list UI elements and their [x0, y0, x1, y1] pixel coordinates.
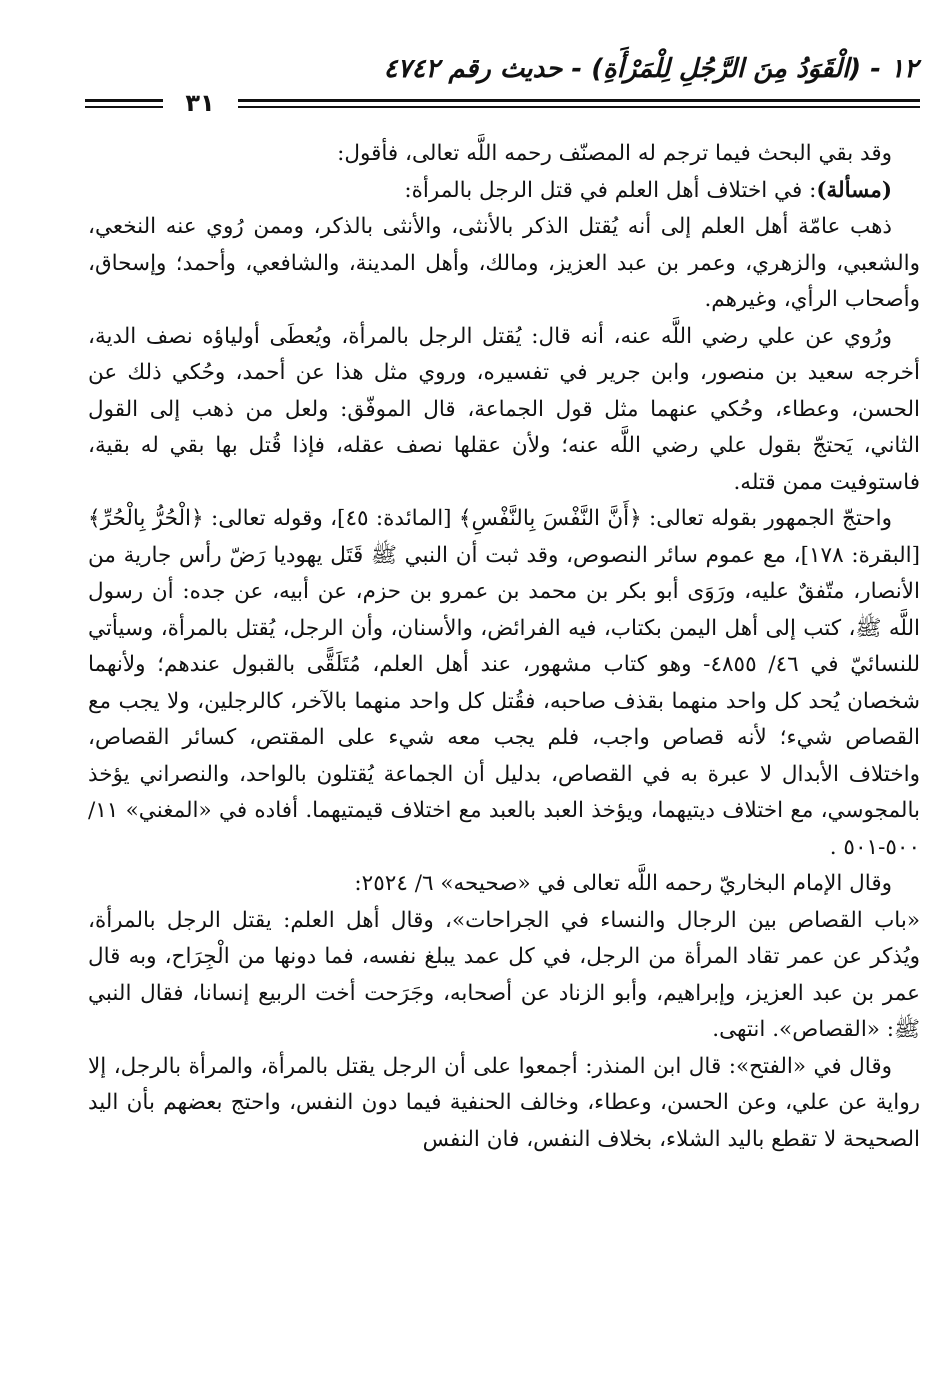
header-rule — [85, 106, 163, 108]
paragraph: ورُوي عن علي رضي اللَّه عنه، أنه قال: يُقتل الرجل بالمرأة، ويُعطَى أولياؤه نصف الدية، أخرجه سعيد بن منصور، وابن جرير في تفسيره، وروي مثل هذا عن أحمد، وحُكي ذلك عن الحسن، وعطاء، وحُكي عنهما مثل قول الجماعة، قال الموفّق: ولعل من ذهب إلى القول الثاني، يَحتجّ بقول علي رضي اللَّه عنه؛ ولأن عقلها نصف عقله، فإذا قُتل بها بقي له بقية، فاستوفيت ممن قتله. — [88, 323, 920, 495]
paragraph-text: : في اختلاف أهل العلم في قتل الرجل بالمرأة: — [404, 177, 817, 203]
issue-heading: (مسألة) — [816, 177, 892, 203]
header-rule — [238, 106, 920, 108]
paragraph — [88, 173, 920, 210]
paragraph: وقال الإمام البخاريّ رحمه اللَّه تعالى في «صحيحه» ٦/ ٢٥٢٤: — [354, 871, 892, 896]
header-rule — [85, 99, 163, 102]
paragraph: وقال في «الفتح»: قال ابن المنذر: أجمعوا على أن الرجل يقتل بالمرأة، والمرأة بالرجل، إلا رواية عن علي، وعن الحسن، وعطاء، وخالف الحنفية فيما دون النفس، واحتج بعضهم بأن اليد الصحيحة لا تقطع باليد الشلاء، بخلاف النفس، فان النفس — [88, 1053, 920, 1152]
paragraph: ذهب عامّة أهل العلم إلى أنه يُقتل الذكر بالأنثى، والأنثى بالذكر، وممن رُوي عنه النخعي، والشعبي، والزهري، وعمر بن عبد العزيز، ومالك، وأهل المدينة، والشافعي، وأحمد؛ وإسحاق، وأصحاب الرأي، وغيرهم. — [88, 214, 920, 312]
body-text — [88, 136, 920, 1158]
page-number: ٣١ — [185, 89, 215, 117]
paragraph: «باب القصاص بين الرجال والنساء في الجراحات»، وقال أهل العلم: يقتل الرجل بالمرأة، ويُذكر عن عمر تقاد المرأة من الرجل، في كل عمد يبلغ نفسه، فما دونها من الْجِرَاح، وبه قال عمر بن عبد العزيز، وإبراهيم، وأبو الزناد عن أصحابه، وجَرَحت أخت الربيع إنسانا، فقال النبي ﷺ: «القصاص». انتهى. — [88, 907, 920, 1042]
paragraph: وقد بقي البحث فيما ترجم له المصنّف رحمه اللَّه تعالى، فأقول: — [337, 141, 892, 166]
header-rule — [238, 99, 920, 102]
paragraph: واحتجّ الجمهور بقوله تعالى: ﴿أَنَّ النَّفْسَ بِالنَّفْسِ﴾ [المائدة: ٤٥]، وقوله تعالى: ﴿الْحُرُّ بِالْحُرِّ﴾ [البقرة: ١٧٨]، مع عموم سائر النصوص، وقد ثبت أن النبي ﷺ قَتَل يهوديا رَضّ رأس جارية من الأنصار، متّفقٌ عليه، ورَوَى أبو بكر بن محمد بن عمرو بن حزم، عن أبيه، عن جده: أن رسول اللَّه ﷺ، كتب إلى أهل اليمن بكتاب، فيه الفرائض، والأسنان، وأن الرجل، يُقتل بالمرأة، وسيأتي للنسائيّ في ٤٦/ ٤٨٥٥- وهو كتاب مشهور، عند أهل العلم، مُتَلَقًّى بالقبول عندهم؛ ولأنهما شخصان يُحد كل واحد منهما بقذف صاحبه، فقُتل كل واحد منهما بالآخر، كالرجلين، ولا يجب مع القصاص شيء؛ لأنه قصاص واجب، فلم يجب معه شيء على المقتص، كسائر القصاص، واختلاف الأبدال لا عبرة به في القصاص، بدليل أن الجماعة يُقتلون بالواحد، والنصراني يؤخذ بالمجوسي، مع اختلاف ديتيهما، ويؤخذ العبد بالعبد مع اختلاف قيمتيهما. أفاده في «المغني» ١١/ ٥٠٠-٥٠١ . — [88, 506, 921, 860]
running-head: ١٢ - (الْقَوَدُ مِنَ الرَّجُلِ لِلْمَرْأَةِ) - حديث رقم ٤٧٤٢ — [383, 54, 918, 84]
